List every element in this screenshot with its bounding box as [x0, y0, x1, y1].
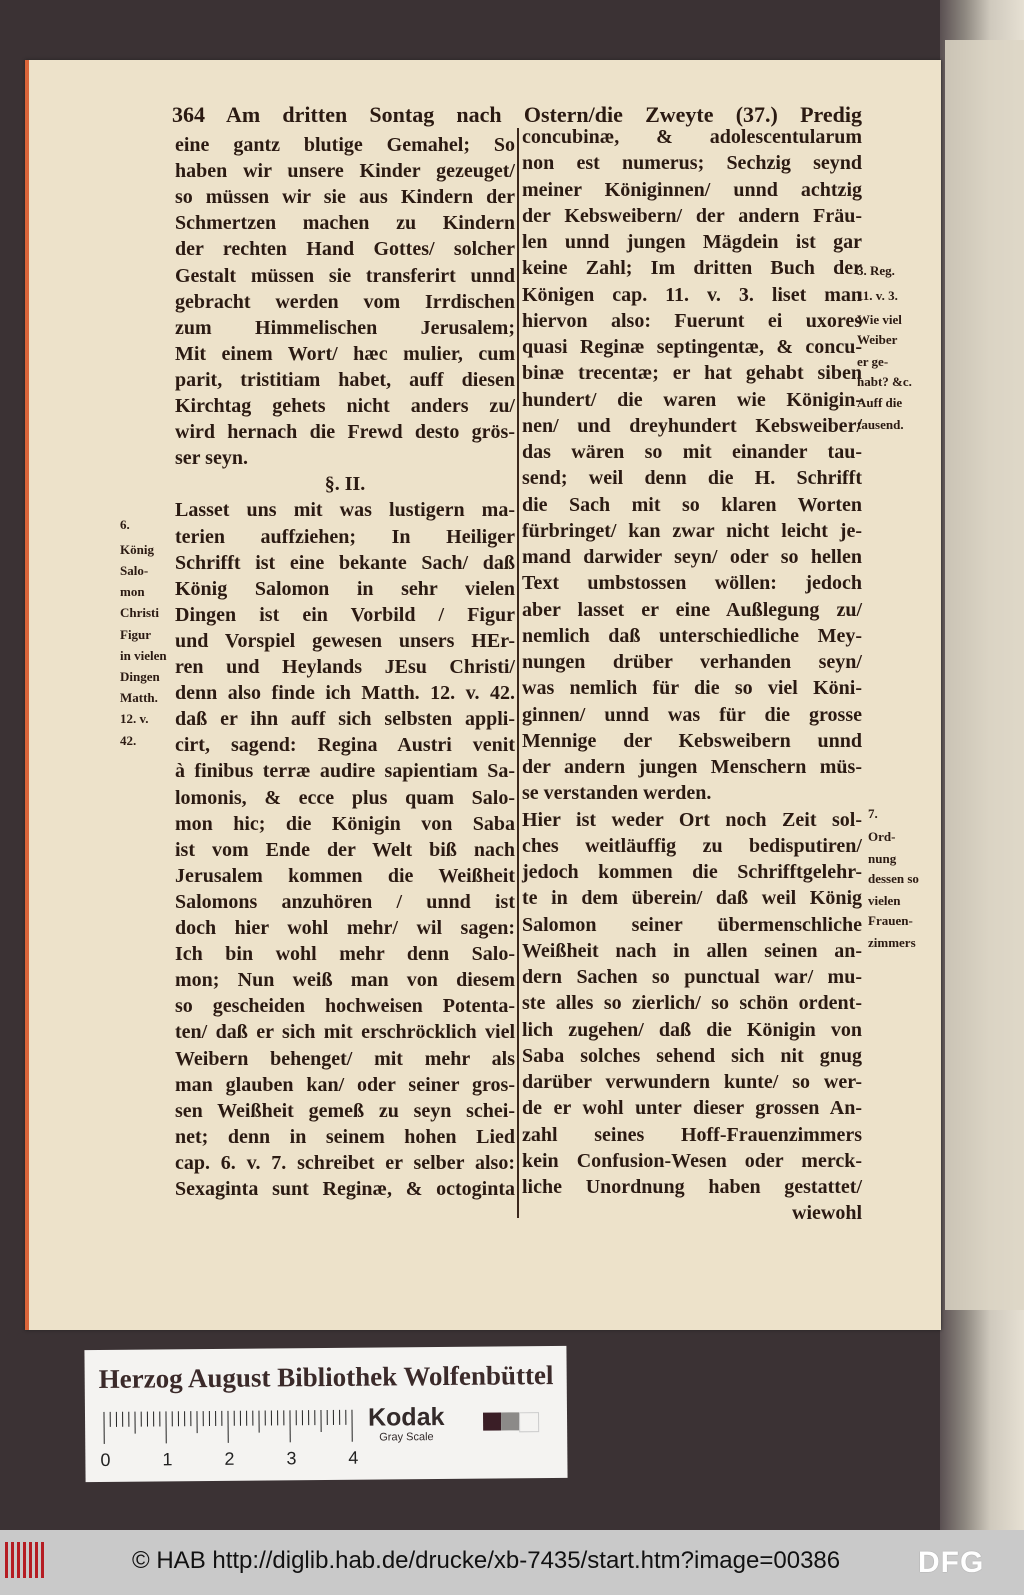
text-line: zum Himmelischen Jerusalem;	[175, 316, 515, 339]
text-line: keine Zahl; Im dritten Buch der	[522, 257, 862, 280]
text-line: Sexaginta sunt Reginæ, & octoginta	[175, 1178, 515, 1200]
text-line: mon hic; die Königin von Saba	[175, 812, 515, 835]
kodak-logo: Kodak	[367, 1402, 445, 1432]
text-line: nen/ und dreyhundert Kebsweiber/	[522, 414, 862, 437]
text-line: se verstanden werden.	[522, 782, 712, 805]
text-line: Salomons anzuhören / unnd ist	[175, 890, 515, 913]
text-line: kein Confusion-Wesen oder merck-	[522, 1149, 862, 1172]
text-line: parit, tristitiam habet, auff diesen	[175, 368, 515, 391]
text-line: Dingen ist ein Vorbild / Figur	[175, 603, 515, 626]
text-line: len unnd jungen Mägdein ist gar	[522, 231, 862, 253]
text-line: Kirchtag gehets nicht anders zu/	[175, 395, 515, 417]
margin-note: 42.	[120, 733, 137, 748]
copyright-url[interactable]: © HAB http://diglib.hab.de/drucke/xb-7435/start.htm?image=00386	[132, 1547, 841, 1574]
text-line: gebracht werden vom Irrdischen	[175, 290, 515, 313]
margin-note: Dingen	[120, 669, 160, 684]
text-line: denn also finde ich Matth. 12. v. 42.	[175, 682, 515, 705]
text-line: non est numerus; Sechzig seynd	[522, 152, 862, 175]
ruler-label: 2	[224, 1448, 235, 1469]
text-line: fürbringet/ kan zwar nicht leicht je-	[522, 519, 862, 542]
text-line: dern Sachen so punctual war/ mu-	[522, 966, 862, 988]
text-line: der rechten Hand Gottes/ solcher	[175, 238, 515, 261]
text-line: ren und Heylands JEsu Christi/	[175, 656, 515, 678]
swatch-gray	[501, 1412, 519, 1430]
ruler-label: 3	[286, 1448, 297, 1469]
text-line: wiewohl	[792, 1202, 862, 1225]
next-page-edge	[945, 40, 1024, 1310]
text-line: Hier ist weder Ort noch Zeit sol-	[522, 808, 862, 831]
text-line: der andern jungen Menschern müs-	[522, 756, 862, 778]
text-line: lich zugehen/ daß die Königin von	[522, 1018, 862, 1041]
margin-note: König	[120, 542, 154, 557]
text-line: concubinæ, & adolescentularum	[522, 126, 862, 148]
text-line: cirt, sagend: Regina Austri venit	[175, 734, 515, 757]
text-line: der Kebsweibern/ der andern Fräu-	[522, 204, 862, 227]
ruler-label: 4	[348, 1447, 359, 1468]
text-line: die Sach mit so klaren Worten	[522, 493, 862, 516]
margin-note: mon	[120, 584, 145, 599]
margin-note: in vielen	[120, 648, 167, 663]
text-line: doch hier wohl mehr/ wil sagen:	[175, 917, 515, 939]
text-line: meiner Königinnen/ unnd achtzig	[522, 178, 862, 201]
margin-note: habt? &c.	[857, 374, 912, 389]
margin-note: 11. v. 3.	[857, 288, 898, 303]
text-line: binæ trecentæ; er hat gehabt siben	[522, 362, 862, 385]
text-line: so müssen wir sie aus Kindern der	[175, 186, 515, 209]
margin-note: tausend.	[857, 417, 904, 432]
text-line: Lasset uns mit was lustigern ma-	[175, 499, 515, 522]
text-line: Gestalt müssen sie transferirt unnd	[175, 264, 515, 287]
margin-note: zimmers	[868, 935, 916, 950]
text-line: mand darwider seyn/ oder so hellen	[522, 546, 862, 568]
text-line: eine gantz blutige Gemahel; So	[175, 134, 515, 156]
margin-note: dessen so	[868, 871, 919, 886]
text-line: Schrifft ist eine bekante Sach/ daß	[175, 551, 515, 574]
text-line: ten/ daß er sich mit erschröcklich viel	[175, 1021, 515, 1044]
text-line: Salomon seiner übermenschliche	[522, 913, 862, 936]
text-line: aber lasset er eine Außlegung zu/	[522, 598, 862, 621]
color-calibration-card	[84, 1346, 567, 1482]
ruler-label: 1	[162, 1449, 173, 1470]
text-line: §. II.	[324, 473, 366, 496]
margin-note: Christi	[120, 605, 159, 620]
margin-note: Frauen-	[868, 913, 913, 928]
margin-note: Matth.	[120, 690, 158, 705]
text-line: ser seyn.	[175, 447, 248, 470]
text-line: König Salomon in sehr vielen	[175, 577, 515, 600]
page-header: 364 Am dritten Sontag nach Ostern/die Zweyte (37.) Predig	[172, 102, 862, 127]
text-line: te in dem überein/ daß weil König	[522, 887, 862, 910]
margin-note: Figur	[120, 627, 152, 642]
text-line: Weißheit nach in allen seinen an-	[522, 939, 862, 962]
text-line: jedoch kommen die Schrifftgelehr-	[522, 861, 862, 883]
text-line: cap. 6. v. 7. schreibet er selber also:	[175, 1151, 515, 1174]
text-line: nemlich daß unterschiedliche Mey-	[522, 624, 862, 647]
margin-note: nung	[868, 851, 897, 866]
margin-note: Auff die	[857, 395, 903, 410]
text-line: Mit einem Wort/ hæc mulier, cum	[175, 342, 515, 365]
margin-note: 6.	[120, 517, 130, 532]
text-line: send; weil denn die H. Schrifft	[522, 467, 862, 490]
text-line: man glauben kan/ oder seiner gros-	[175, 1073, 515, 1096]
ruler-scale	[99, 1408, 359, 1470]
text-line: wird hernach die Frewd desto grös-	[175, 421, 515, 444]
text-line: Text umbstossen wöllen: jedoch	[522, 572, 862, 595]
text-line: so gescheiden hochweisen Potenta-	[175, 995, 515, 1018]
text-line: hiervon also: Fuerunt ei uxores	[522, 309, 862, 332]
text-line: à finibus terræ audire sapientiam Sa-	[175, 760, 515, 783]
margin-note: 3. Reg.	[857, 263, 895, 278]
text-line: liche Unordnung haben gestattet/	[522, 1176, 862, 1198]
text-line: ches weitläuffig zu bedisputiren/	[522, 834, 862, 857]
text-line: was nemlich für die so viel Köni-	[522, 677, 862, 700]
ruler-label: 0	[100, 1449, 111, 1470]
swatch-dark	[483, 1412, 501, 1430]
text-line: ste alles so zierlich/ so schön ordent-	[522, 992, 862, 1015]
text-line: quasi Reginæ septingentæ, & concu-	[522, 336, 862, 358]
text-line: Schmertzen machen zu Kindern	[175, 212, 515, 235]
text-line: Mennige der Kebsweibern unnd	[522, 729, 862, 752]
margin-note: er ge-	[857, 354, 889, 369]
gray-scale-label: Gray Scale	[379, 1431, 434, 1444]
hab-logo-icon	[5, 1542, 47, 1578]
text-line: haben wir unsere Kinder gezeuget/	[175, 160, 515, 183]
text-line: Weibern behenget/ mit mehr als	[175, 1047, 515, 1070]
margin-note: vielen	[868, 893, 901, 908]
margin-note: Weiber	[857, 332, 898, 347]
margin-note: Salo-	[120, 563, 149, 578]
text-line: sen Weißheit gemeß zu seyn schei-	[175, 1099, 515, 1122]
margin-note: 7.	[868, 806, 878, 821]
text-line: Ich bin wohl mehr denn Salo-	[175, 943, 515, 966]
text-line: ginnen/ unnd was für die grosse	[522, 703, 862, 726]
margin-note: 12. v.	[120, 711, 149, 726]
text-line: darüber verwundern kunte/ so wer-	[522, 1071, 862, 1093]
dfg-logo: DFG	[918, 1546, 985, 1579]
text-line: terien auffziehen; In Heiliger	[175, 525, 515, 548]
text-line: das wären so mit einander tau-	[522, 441, 862, 463]
text-line: nungen drüber verhanden seyn/	[522, 651, 862, 673]
text-line: ist vom Ende der Welt biß nach	[175, 838, 515, 861]
text-line: hundert/ die waren wie Königin-	[522, 388, 862, 411]
text-line: net; denn in seinem hohen Lied	[175, 1125, 515, 1148]
text-line: und Vorspiel gewesen unsers HEr-	[175, 629, 515, 652]
text-line: mon; Nun weiß man von diesem	[175, 969, 515, 992]
text-line: zahl seines Hoff-Frauenzimmers	[522, 1123, 862, 1146]
footer-bar	[0, 1530, 1024, 1595]
library-name: Herzog August Bibliothek Wolfenbüttel	[98, 1360, 554, 1394]
text-line: Königen cap. 11. v. 3. liset man	[522, 283, 862, 306]
margin-note: Wie viel	[857, 312, 902, 327]
swatch-white	[519, 1412, 539, 1432]
text-line: Jerusalem kommen die Weißheit	[175, 864, 515, 887]
text-line: lomonis, & ecce plus quam Salo-	[175, 786, 515, 809]
margin-note: Ord-	[868, 829, 896, 844]
text-line: de er wohl unter dieser grossen An-	[522, 1097, 862, 1120]
text-line: Saba solches sehend sich nit gnug	[522, 1044, 862, 1067]
column-divider	[517, 128, 519, 1218]
text-line: daß er ihn auff sich selbsten appli-	[175, 708, 515, 731]
